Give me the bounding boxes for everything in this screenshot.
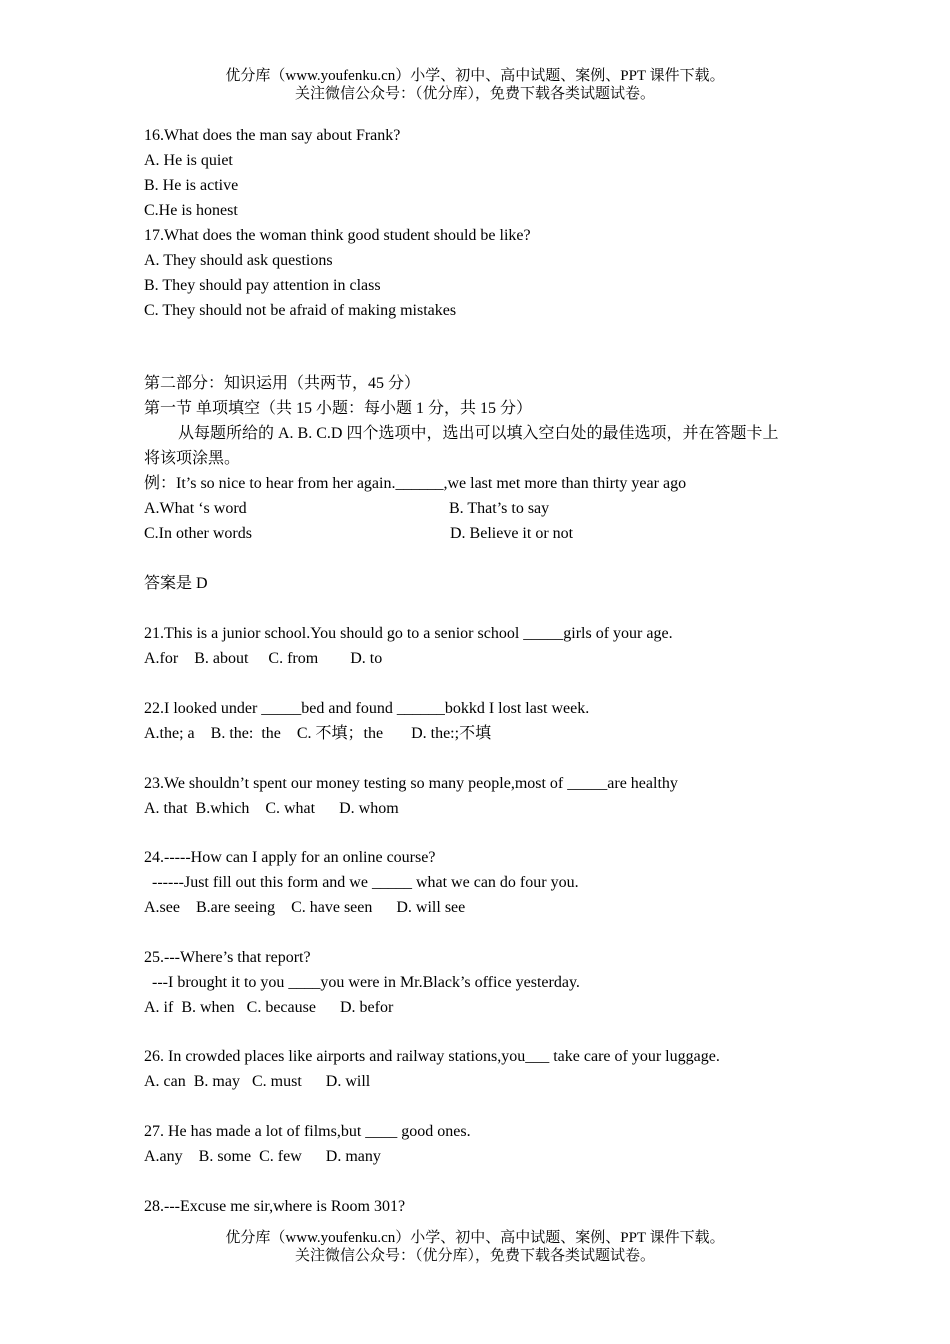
question-21-stem: 21.This is a junior school.You should go to a senior school _____girls of your age.	[144, 625, 673, 642]
question-22-stem: 22.I looked under _____bed and found ______bokkd I lost last week.	[144, 700, 590, 717]
part-2-title: 第二部分：知识运用（共两节，45 分）	[144, 375, 421, 392]
header-line-2: 关注微信公众号：（优分库），免费下载各类试题试卷。	[294, 86, 655, 102]
example-stem: 例：It’s so nice to hear from her again.______,we last met more than thirty year ago	[144, 475, 687, 492]
question-26-stem: 26. In crowded places like airports and railway stations,you___ take care of your luggage.	[144, 1048, 720, 1065]
question-24-stem: 24.-----How can I apply for an online course?	[144, 849, 436, 866]
question-16-option-b: B. He is active	[144, 177, 239, 194]
footer-line-2: 关注微信公众号：（优分库），免费下载各类试题试卷。	[294, 1248, 655, 1264]
example-answer: 答案是 D	[144, 575, 208, 592]
question-27-stem: 27. He has made a lot of films,but ____ good ones.	[144, 1123, 471, 1140]
header-line-1: 优分库（www.youfenku.cn）小学、初中、高中试题、案例、PPT 课件下载。	[225, 68, 725, 84]
question-22-options: A.the; a B. the: the C. 不填；the D. the:;不填	[144, 725, 492, 742]
footer-line-1: 优分库（www.youfenku.cn）小学、初中、高中试题、案例、PPT 课件下载。	[225, 1230, 725, 1246]
question-24-options: A.see B.are seeing C. have seen D. will see	[144, 899, 466, 916]
example-option-a: A.What ‘s word	[144, 500, 247, 517]
question-16-option-c: C.He is honest	[144, 202, 238, 219]
question-21-options: A.for B. about C. from D. to	[144, 650, 383, 667]
question-17-stem: 17.What does the woman think good student should be like?	[144, 227, 531, 244]
example-option-c: C.In other words	[144, 525, 252, 542]
question-17-option-c: C. They should not be afraid of making mistakes	[144, 302, 457, 319]
question-16-stem: 16.What does the man say about Frank?	[144, 127, 401, 144]
question-28-stem: 28.---Excuse me sir,where is Room 301?	[144, 1198, 406, 1215]
question-25-reply: ---I brought it to you ____you were in Mr.Black’s office yesterday.	[144, 974, 580, 991]
question-23-options: A. that B.which C. what D. whom	[144, 800, 399, 817]
question-25-stem: 25.---Where’s that report?	[144, 949, 311, 966]
section-1-title: 第一节 单项填空（共 15 小题：每小题 1 分，共 15 分）	[144, 400, 533, 417]
question-25-options: A. if B. when C. because D. befor	[144, 999, 394, 1016]
question-17-option-a: A. They should ask questions	[144, 252, 333, 269]
question-23-stem: 23.We shouldn’t spent our money testing so many people,most of _____are healthy	[144, 775, 678, 792]
page-footer	[0, 1229, 950, 1265]
question-27-options: A.any B. some C. few D. many	[144, 1148, 381, 1165]
question-26-options: A. can B. may C. must D. will	[144, 1073, 371, 1090]
instruction-line-1: 从每题所给的 A. B. C.D 四个选项中，选出可以填入空白处的最佳选项，并在答题卡上	[178, 425, 779, 442]
example-option-b: B. That’s to say	[449, 500, 550, 517]
question-17-option-b: B. They should pay attention in class	[144, 277, 381, 294]
question-16-option-a: A. He is quiet	[144, 152, 233, 169]
instruction-line-2: 将该项涂黑。	[144, 450, 241, 467]
question-24-reply: ------Just fill out this form and we _____ what we can do four you.	[144, 874, 579, 891]
page-header	[0, 67, 950, 103]
example-option-d: D. Believe it or not	[450, 525, 574, 542]
